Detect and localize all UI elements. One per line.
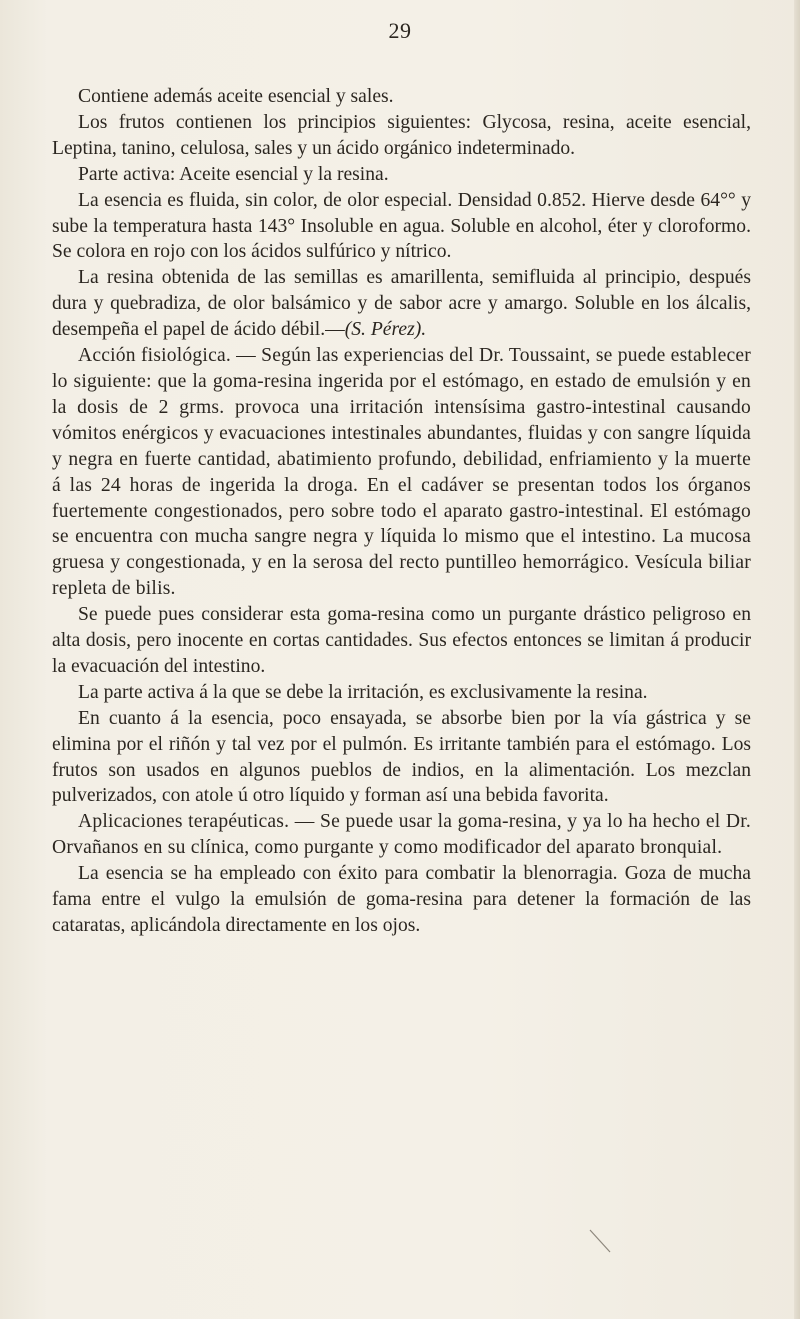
- paragraph: [52, 162, 751, 188]
- paragraph: [52, 343, 751, 602]
- page-number: 29: [388, 18, 412, 43]
- body-text: [52, 84, 751, 939]
- page-edge-shadow: [794, 0, 800, 1319]
- paragraph-text: Se puede pues considerar esta goma-resina como un purgante drástico peligroso en alta dosis, pero inocente en cortas cantidades. Sus efectos entonces se limitan á producir la evacuación del intestino.: [52, 604, 751, 677]
- paragraph-text: La resina obtenida de las semillas es amarillenta, semifluida al principio, después dura y quebradiza, de olor balsámico y de sabor acre y amargo. Soluble en los álcalis, desempeña el papel de ácido débil.—: [52, 267, 751, 341]
- paragraph-text: Acción fisiológica. — Según las experiencias del Dr. Toussaint, se puede establecer lo siguiente: que la goma-resina ingerida por el estómago, en estado de emulsión y en la dosis de 2 grms. provoca una irritación intensísima gastro-intestinal causando vómitos enérgicos y evacuaciones intestinales abundantes, fluidas y con sangre líquida y negra en fuerte cantidad, abatimiento profundo, debilidad, enfriamiento y la muerte á las 24 horas de ingerida la droga. En el cadáver se presentan todos los órganos fuertemente congestionados, pero sobre todo el aparato gastro-intestinal. El estómago se encuentra con mucha sangre negra y líquida lo mismo que el intestino. La mucosa gruesa y congestionada, y en la serosa del recto puntilleo hemorrágico. Vesícula biliar repleta de bilis.: [52, 345, 751, 600]
- citation-author: (S. Pérez).: [344, 319, 427, 341]
- paragraph-text: Parte activa: Aceite esencial y la resina.: [78, 163, 389, 185]
- paragraph: [52, 110, 751, 162]
- paragraph: [52, 602, 751, 680]
- paragraph: [52, 861, 751, 939]
- paragraph-text: La esencia es fluida, sin color, de olor especial. Densidad 0.852. Hierve desde 64°° y sube la temperatura hasta 143° Insoluble en agua. Soluble en alcohol, éter y cloroformo. Se colora en rojo con los ácidos sulfúrico y nítrico.: [52, 189, 751, 263]
- paragraph: [52, 188, 751, 266]
- paragraph-text: En cuanto á la esencia, poco ensayada, se absorbe bien por la vía gástrica y se elimina por el riñón y tal vez por el pulmón. Es irritante también para el estómago. Los frutos son usados en algunos pueblos de indios, en la alimentación. Los mezclan pulverizados, con atole ú otro líquido y forman así una bebida favorita.: [52, 707, 751, 807]
- paragraph: [52, 265, 751, 343]
- paragraph: [52, 680, 751, 706]
- paragraph-text: Contiene además aceite esencial y sales.: [78, 86, 394, 107]
- paragraph-text: La parte activa á la que se debe la irritación, es exclusivamente la resina.: [78, 681, 648, 703]
- paragraph-text: Aplicaciones terapéuticas. — Se puede usar la goma-resina, y ya lo ha hecho el Dr. Orvañanos en su clínica, como purgante y como modificador del aparato bronquial.: [52, 811, 751, 859]
- paragraph: [52, 809, 751, 861]
- paragraph: [52, 84, 751, 110]
- pencil-mark: [588, 1228, 614, 1254]
- paragraph-text: Los frutos contienen los principios siguientes: Glycosa, resina, aceite esencial, Leptina, tanino, celulosa, sales y un ácido orgánico indeterminado.: [52, 111, 751, 159]
- paragraph-text: La esencia se ha empleado con éxito para combatir la blenorragia. Goza de mucha fama entre el vulgo la emulsión de goma-resina para detener la formación de las cataratas, aplicándola directamente en los ojos.: [52, 863, 751, 936]
- paragraph: [52, 706, 751, 810]
